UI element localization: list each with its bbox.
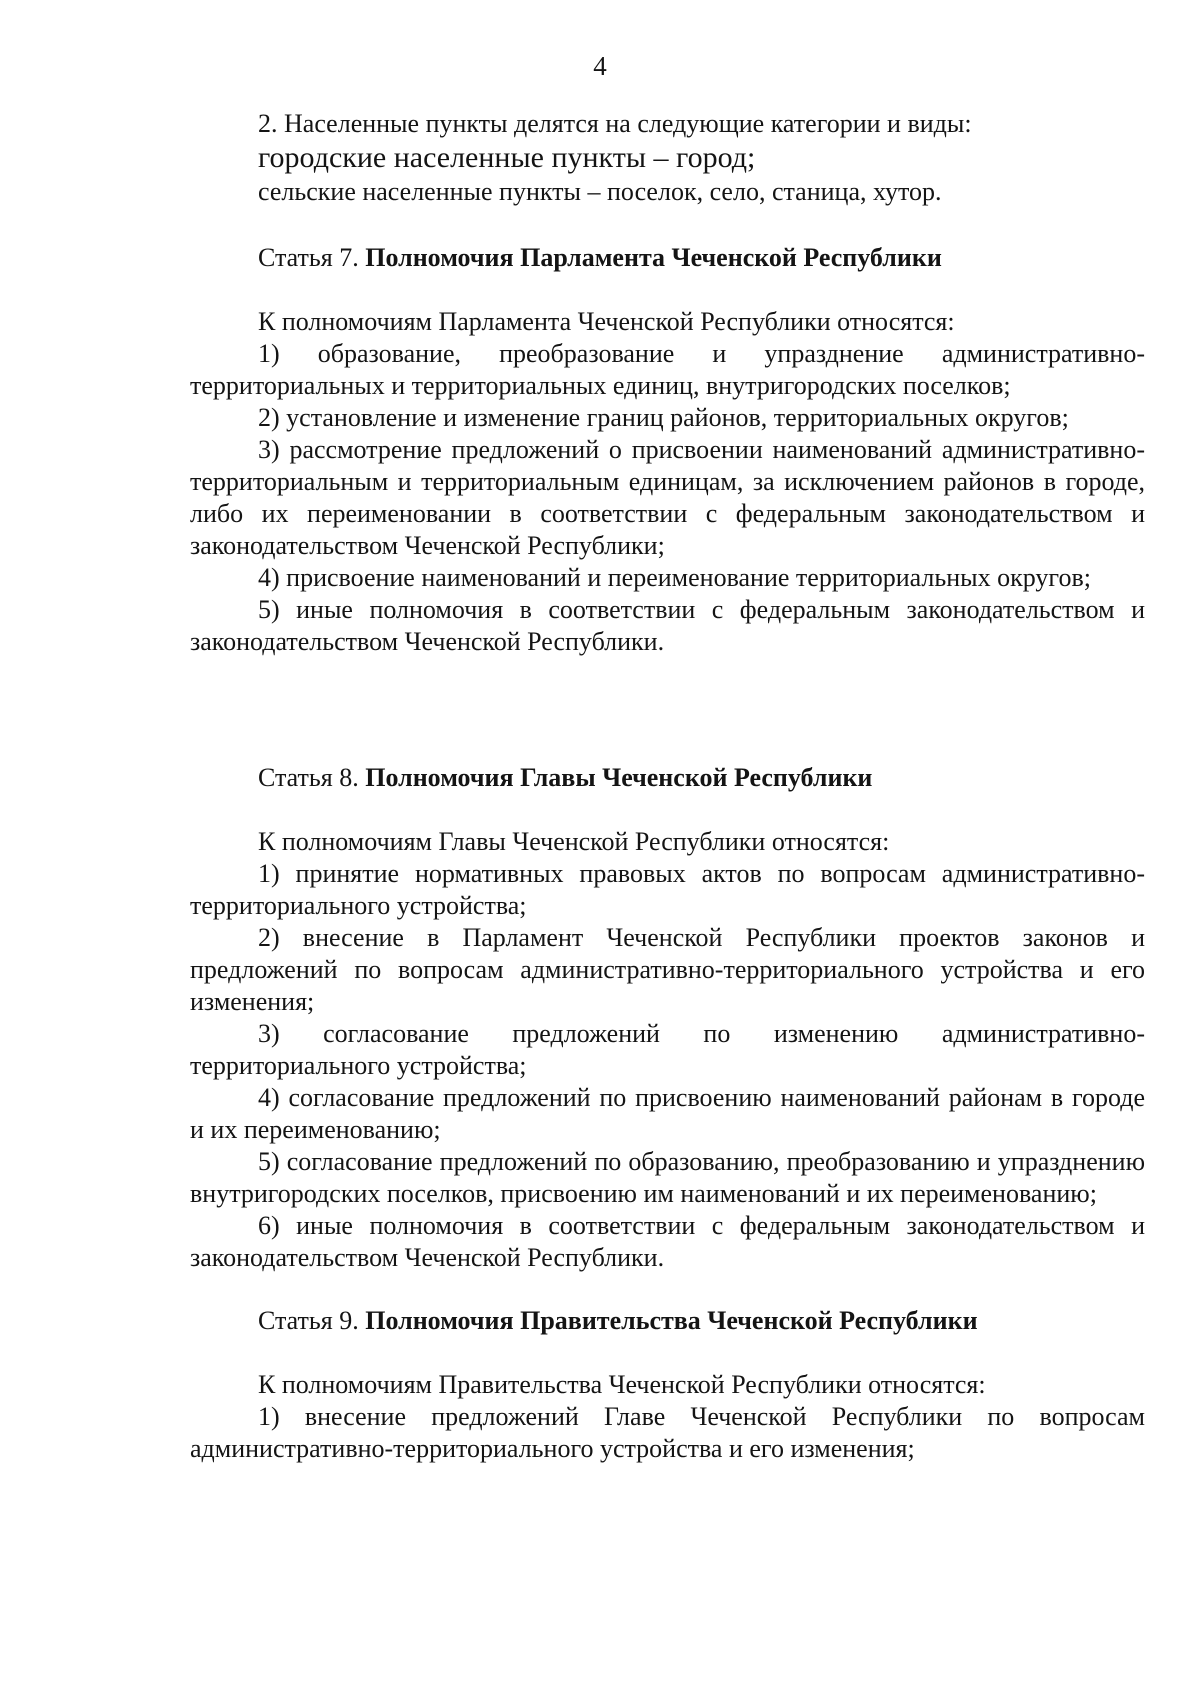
article-8-item: 3) согласование предложений по изменению административно-территориального устройства; [190, 1019, 1145, 1080]
article-8-item: 6) иные полномочия в соответствии с федеральным законодательством и законодательством Чеченской Республики. [190, 1211, 1145, 1272]
article-8-item: 4) согласование предложений по присвоению наименований районам в городе и их переименованию; [190, 1083, 1145, 1144]
article-9-body [190, 1369, 1145, 1465]
article-7-item: 2) установление и изменение границ районов, территориальных округов; [258, 403, 1069, 432]
article-8-prefix: Статья 8. [258, 763, 366, 792]
page-number: 4 [593, 51, 607, 81]
article-7-heading [258, 242, 942, 274]
article-8-title: Полномочия Главы Чеченской Республики [365, 763, 873, 792]
section-settlement-categories [190, 108, 1145, 208]
article-8-item: 1) принятие нормативных правовых актов по вопросам административно-территориального устройства; [190, 859, 1145, 920]
article-7-item: 1) образование, преобразование и упразднение административно-территориальных и территориальных единиц, внутригородских поселков; [190, 339, 1145, 400]
article-7-title: Полномочия Парламента Чеченской Республики [365, 243, 942, 272]
article-8-item: 2) внесение в Парламент Чеченской Республики проектов законов и предложений по вопросам административно-территориального устройства и его изменения; [190, 923, 1145, 1016]
article-9-intro: К полномочиям Правительства Чеченской Республики относятся: [258, 1370, 986, 1399]
paragraph-urban-settlements: городские населенные пункты – город; [258, 141, 756, 174]
article-8-body [190, 826, 1145, 1274]
article-9-heading [258, 1305, 978, 1337]
article-8-intro: К полномочиям Главы Чеченской Республики относятся: [258, 827, 890, 856]
article-7-item: 3) рассмотрение предложений о присвоении наименований административно-территориальным и территориальным единицам, за исключением районов в городе, либо их переименовании в соответствии с федеральным законодательством и законодательством Чеченской Республики; [190, 435, 1145, 560]
article-7-prefix: Статья 7. [258, 243, 366, 272]
article-9-title: Полномочия Правительства Чеченской Республики [365, 1306, 978, 1335]
article-9-item: 1) внесение предложений Главе Чеченской Республики по вопросам административно-территориального устройства и его изменения; [190, 1402, 1145, 1463]
article-7-body [190, 306, 1145, 658]
article-7-intro: К полномочиям Парламента Чеченской Республики относятся: [258, 307, 955, 336]
paragraph-rural-settlements: сельские населенные пункты – поселок, село, станица, хутор. [258, 177, 942, 206]
paragraph-settlement-categories: 2. Населенные пункты делятся на следующие категории и виды: [258, 109, 972, 138]
article-7-item: 5) иные полномочия в соответствии с федеральным законодательством и законодательством Чеченской Республики. [190, 595, 1145, 656]
article-8-item: 5) согласование предложений по образованию, преобразованию и упразднению внутригородских поселков, присвоению им наименований и их переименованию; [190, 1147, 1145, 1208]
article-7-item: 4) присвоение наименований и переименование территориальных округов; [258, 563, 1091, 592]
article-9-prefix: Статья 9. [258, 1306, 366, 1335]
article-8-heading [258, 762, 872, 794]
